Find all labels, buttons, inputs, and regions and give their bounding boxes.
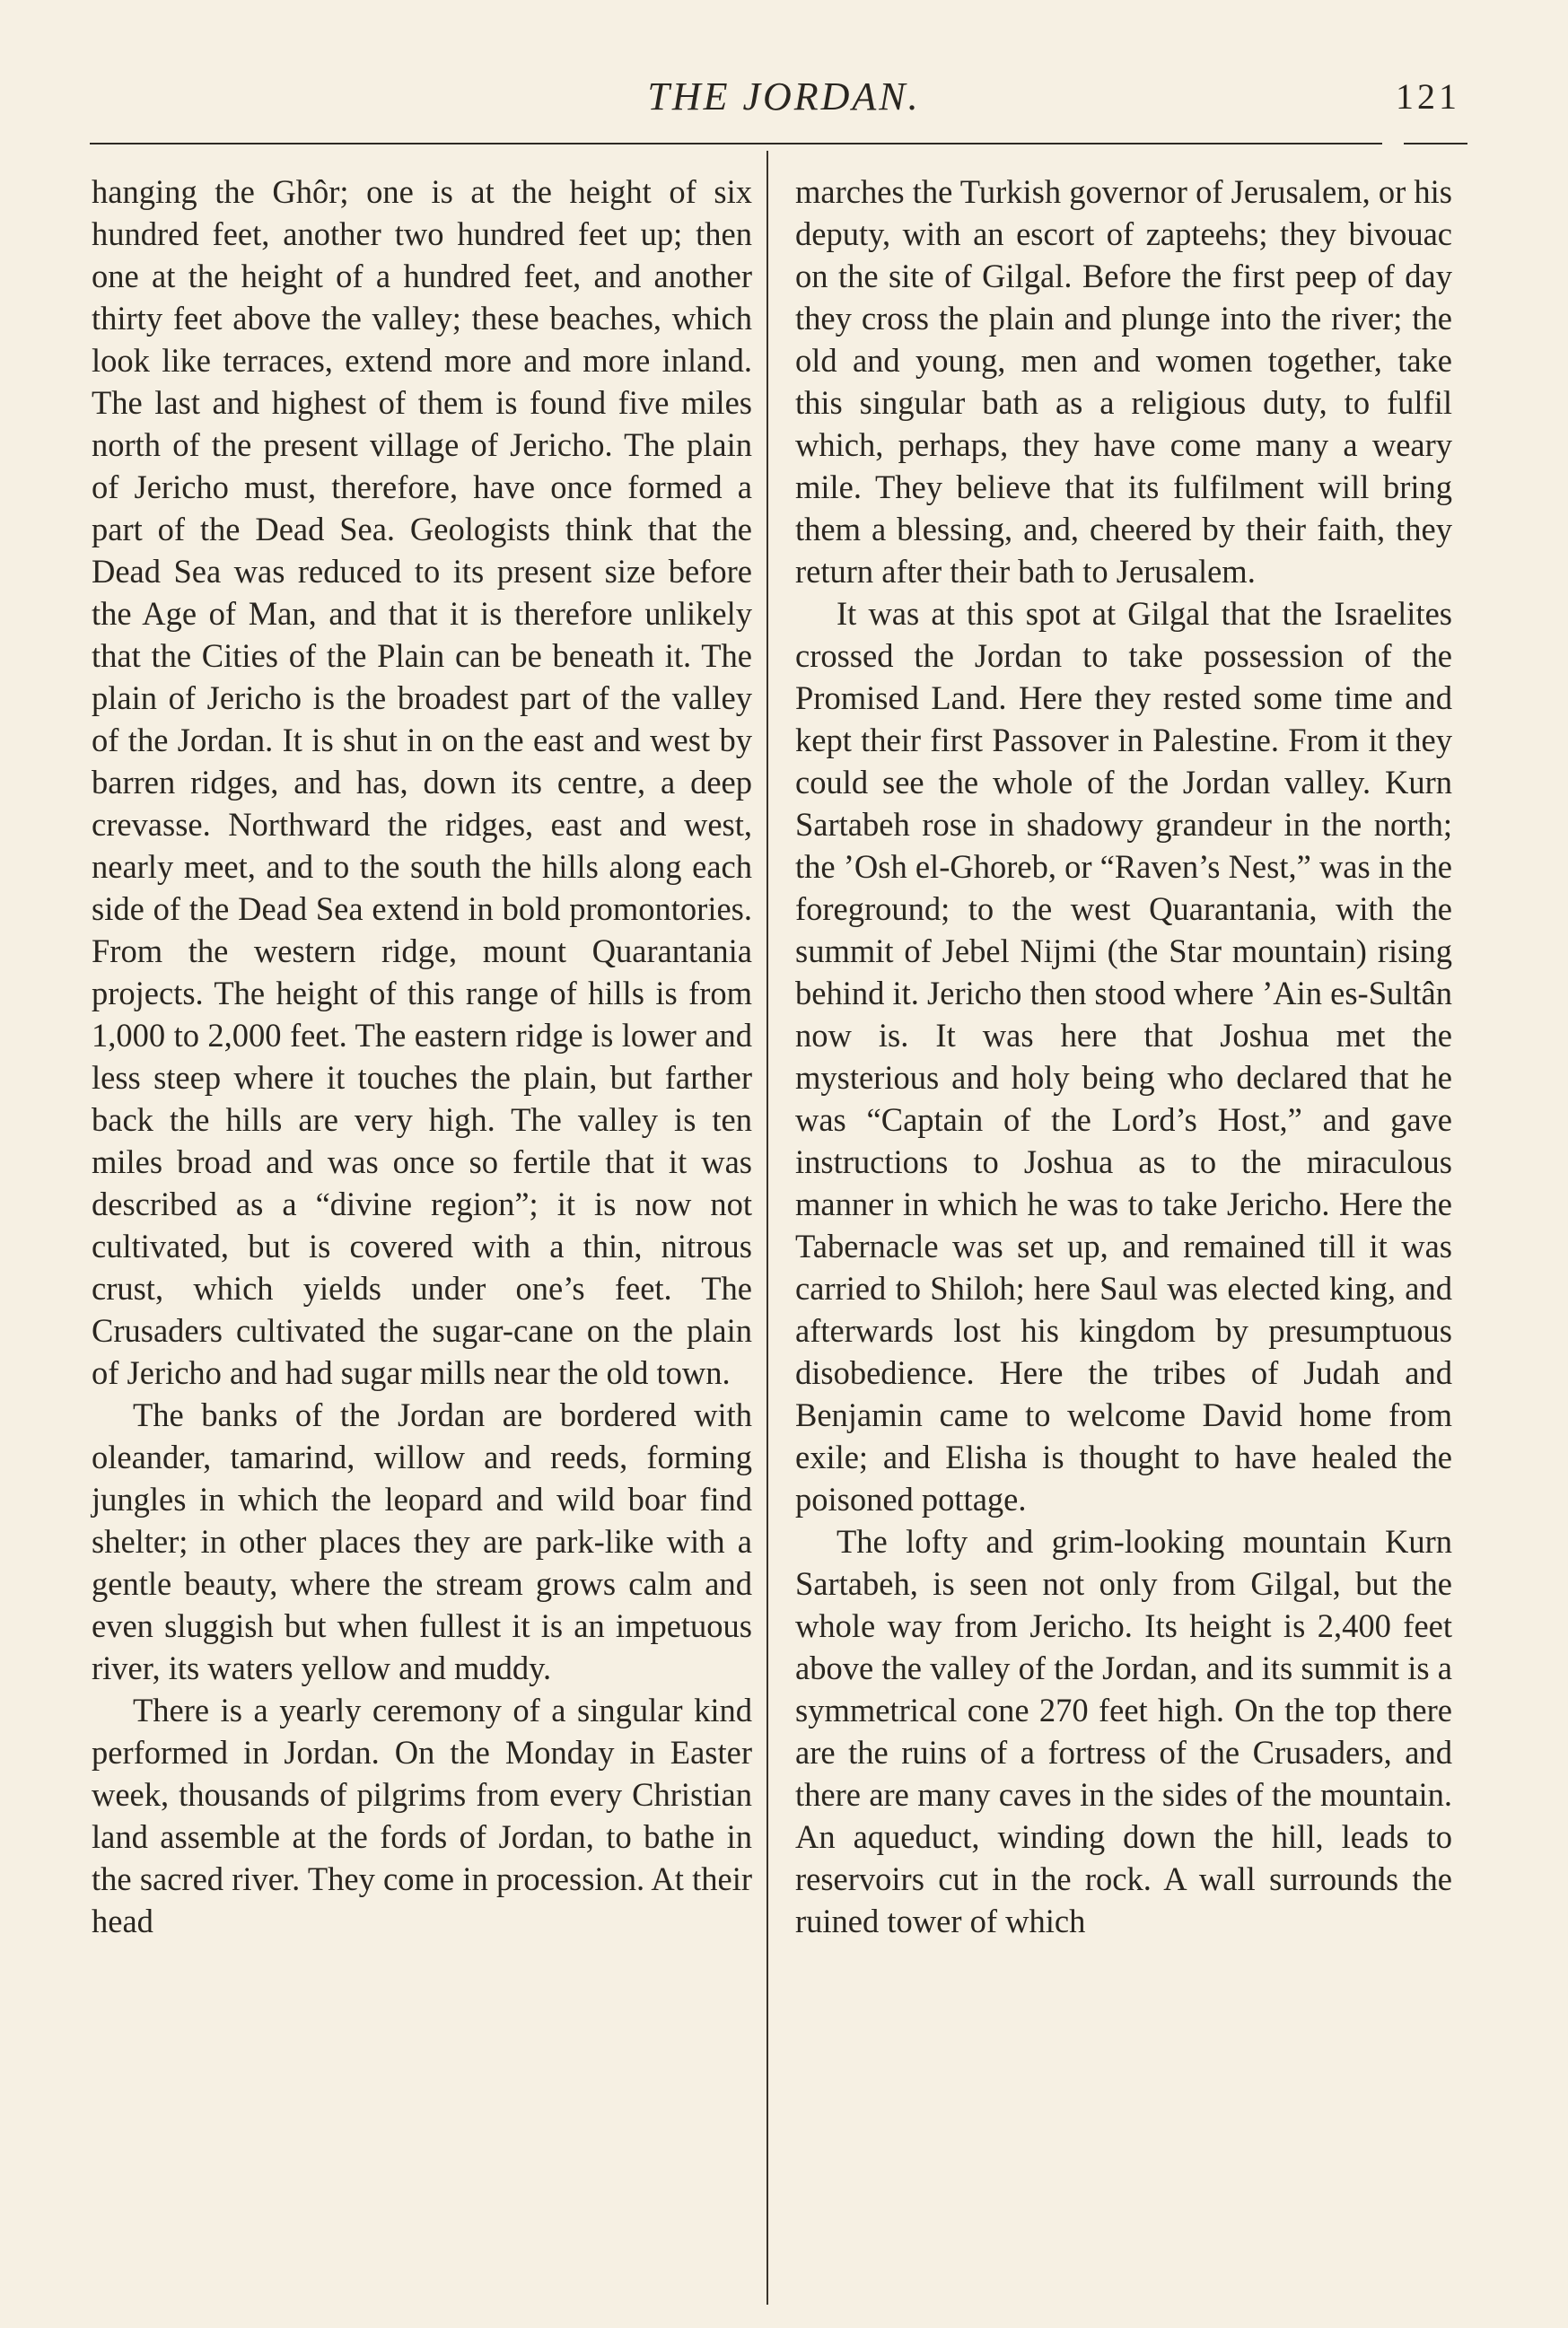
- right-paragraph-3: The lofty and grim-looking mountain Kurn Sartabeh, is seen not only from Gilgal, but the whole way from Jericho. Its height is 2,400 feet above the valley of the Jordan, and its summit is a symmetrical cone 270 feet high. On the top there are the ruins of a fortress of the Crusaders, and there are many caves in the sides of the mountain. An aqueduct, winding down the hill, leads to reservoirs cut in the rock. A wall surrounds the ruined tower of which: [795, 1523, 1452, 1939]
- running-head: [0, 74, 1568, 127]
- page-number: 121: [1396, 76, 1460, 117]
- header-rule-gap: [1382, 140, 1404, 147]
- right-paragraph-1: marches the Turkish governor of Jerusalem, or his deputy, with an escort of zapteehs; they bivouac on the site of Gilgal. Before the first peep of day they cross the plain and plunge into the river; the old and young, men and women together, take this singular bath as a religious duty, to fulfil which, perhaps, they have come many a weary mile. They believe that its fulfilment will bring them a blessing, and, cheered by their faith, they return after their bath to Jerusalem.: [795, 173, 1452, 590]
- running-title: THE JORDAN.: [647, 74, 921, 118]
- header-rule: [90, 143, 1467, 144]
- left-column: [92, 171, 752, 1942]
- right-paragraph-2: It was at this spot at Gilgal that the Israelites crossed the Jordan to take possession of the Promised Land. Here they rested some time and kept their first Passover in Palestine. From it they could see the whole of the Jordan valley. Kurn Sartabeh rose in shadowy grandeur in the north; the ’Osh el-Ghoreb, or “Raven’s Nest,” was in the foreground; to the west Quarantania, with the summit of Jebel Nijmi (the Star mountain) rising behind it. Jericho then stood where ’Ain es-Sultân now is. It was here that Joshua met the mysterious and holy being who declared that he was “Captain of the Lord’s Host,” and gave instructions to Joshua as to the miraculous manner in which he was to take Jericho. Here the Tabernacle was set up, and remained till it was carried to Shiloh; here Saul was elected king, and afterwards lost his kingdom by presumptuous disobedience. Here the tribes of Judah and Benjamin came to welcome David home from exile; and Elisha is thought to have healed the poisoned pottage.: [795, 595, 1452, 1518]
- column-divider: [766, 151, 768, 2305]
- left-paragraph-1: hanging the Ghôr; one is at the height of six hundred feet, another two hundred feet up; then one at the height of a hundred feet, and another thirty feet above the valley; these beaches, which look like terraces, extend more and more inland. The last and highest of them is found five miles north of the present village of Jericho. The plain of Jericho must, therefore, have once formed a part of the Dead Sea. Geologists think that the Dead Sea was reduced to its present size before the Age of Man, and that it is therefore unlikely that the Cities of the Plain can be beneath it. The plain of Jericho is the broadest part of the valley of the Jordan. It is shut in on the east and west by barren ridges, and has, down its centre, a deep crevasse. Northward the ridges, east and west, nearly meet, and to the south the hills along each side of the Dead Sea extend in bold promontories. From the western ridge, mount Quarantania projects. The height of this range of hills is from 1,000 to 2,000 feet. The eastern ridge is lower and less steep where it touches the plain, but farther back the hills are very high. The valley is ten miles broad and was once so fertile that it was described as a “divine region”; it is now not cultivated, but is covered with a thin, nitrous crust, which yields under one’s feet. The Crusaders cultivated the sugar-cane on the plain of Jericho and had sugar mills near the old town.: [92, 173, 752, 1391]
- left-paragraph-3: There is a yearly ceremony of a singular kind performed in Jordan. On the Monday in Easter week, thousands of pilgrims from every Christian land assemble at the fords of Jordan, to bathe in the sacred river. They come in procession. At their head: [92, 1692, 752, 1939]
- right-column: [795, 171, 1452, 1942]
- left-paragraph-2: The banks of the Jordan are bordered with oleander, tamarind, willow and reeds, forming jungles in which the leopard and wild boar find shelter; in other places they are park-like with a gentle beauty, where the stream grows calm and even sluggish but when fullest it is an impetuous river, its waters yellow and muddy.: [92, 1396, 752, 1686]
